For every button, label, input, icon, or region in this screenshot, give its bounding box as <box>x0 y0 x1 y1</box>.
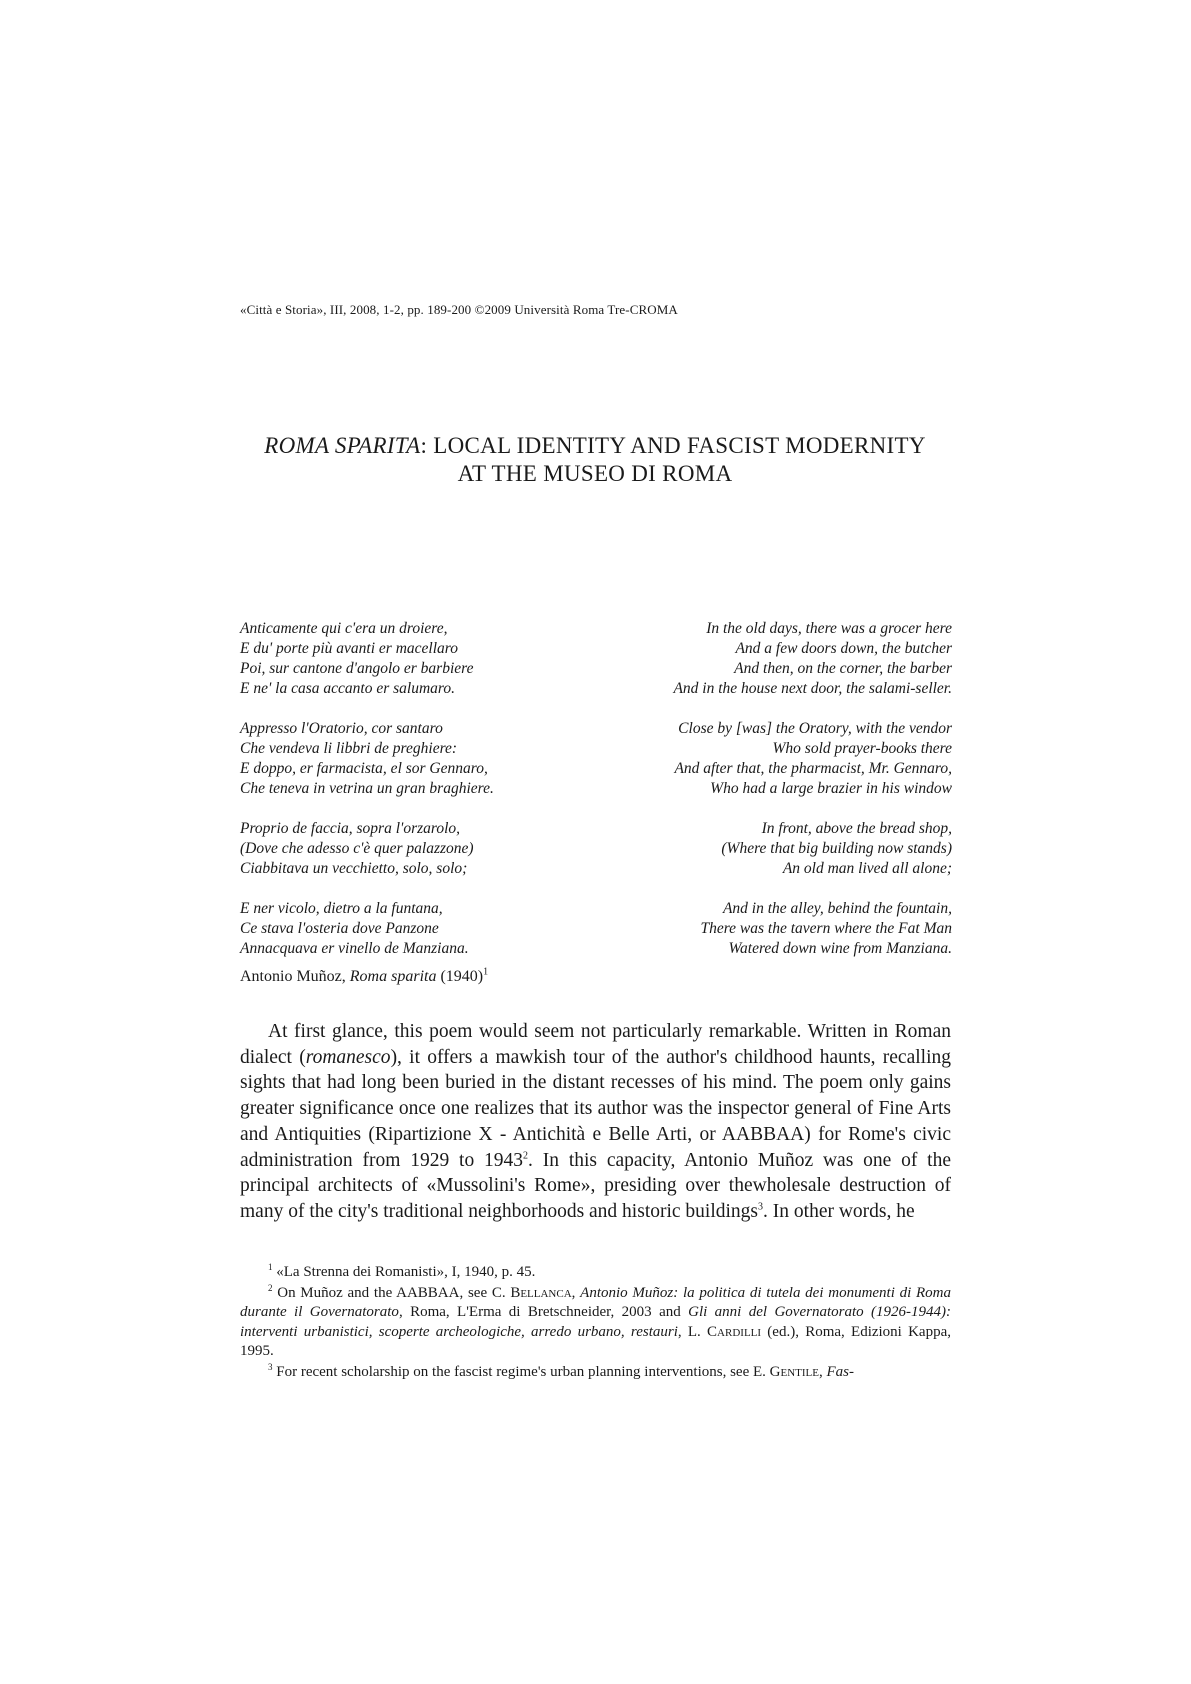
body-seg: . In this capacity, Antonio Muñoz was one of the principal architects of «Mussolini's Rome», presiding over thewholesale destruction of many of the city's traditional neighborhoods and historic buildings <box>240 1149 951 1222</box>
poem-line: Appresso l'Oratorio, cor santaro <box>240 720 443 737</box>
footnote-number: 2 <box>268 1282 273 1293</box>
poem-line: And a few doors down, the butcher <box>735 640 952 657</box>
book-title: Antonio Muñoz: la politica di tutela dei monumenti di Roma durante il Governatorato <box>240 1284 952 1320</box>
footnote-text: , <box>571 1284 581 1301</box>
poem-line: Who sold prayer-books there <box>772 740 952 757</box>
poem-line: (Where that big building now stands) <box>721 840 952 857</box>
footnote-ref-2[interactable]: 2 <box>523 1150 529 1162</box>
body-seg: ), it offers a mawkish tour of the author's childhood haunts, recalling sights that had long been buried in the distant recesses of his mind. The poem only gains greater significance once one realizes that its author was the inspector general of Fine Arts and Antiquities (Ripartizione X - Antichità e Belle Arti, or AABBAA) for Rome's civic administration from 1929 to 1943 <box>240 1046 951 1171</box>
poem-line: (Dove che adesso c'è quer palazzone) <box>240 840 474 857</box>
poem-stanza <box>240 899 952 959</box>
author-smallcaps: Cardilli <box>707 1323 762 1340</box>
poem-attribution <box>240 968 488 986</box>
footnote-3 <box>240 1363 951 1383</box>
poem-stanza <box>240 819 952 879</box>
poem-stanza <box>240 619 952 699</box>
journal-citation-header: «Città e Storia», III, 2008, 1-2, pp. 189-200 ©2009 Università Roma Tre-CROMA <box>240 302 678 317</box>
book-title: Fas- <box>826 1363 854 1380</box>
title-line-1 <box>240 432 950 460</box>
footnote-1 <box>240 1263 951 1283</box>
body-italic-term: romanesco <box>305 1046 391 1068</box>
attribution-author: Antonio Muñoz, <box>240 968 346 985</box>
poem-line: And after that, the pharmacist, Mr. Gennaro, <box>674 760 952 777</box>
poem-line: An old man lived all alone; <box>782 860 952 877</box>
footnote-number: 1 <box>268 1262 273 1272</box>
poem-english-column <box>596 719 952 799</box>
body-seg: . In other words, he <box>763 1200 915 1222</box>
poem-line: Che vendeva li libbri de preghiere: <box>240 740 458 757</box>
poem-line: Poi, sur cantone d'angolo er barbiere <box>240 660 474 677</box>
poem-stanza <box>240 719 952 799</box>
footnote-2 <box>240 1284 951 1362</box>
poem-line: E ne' la casa accanto er salumaro. <box>240 680 455 697</box>
body-seg: At first glance, this poem would seem not particularly remarkable. Written in Roman dialect ( <box>240 1021 951 1068</box>
poem-line: And in the alley, behind the fountain, <box>722 900 952 917</box>
poem-line: E ner vicolo, dietro a la funtana, <box>240 900 443 917</box>
poem-line: E doppo, er farmacista, el sor Gennaro, <box>240 760 488 777</box>
footnote-text: For recent scholarship on the fascist regime's urban planning interventions, see E. <box>276 1363 770 1380</box>
body-paragraph <box>240 1019 951 1225</box>
book-title: Gli anni del Governatorato (1926-1944): interventi urbanistici, scoperte archeologiche, arredo urbano, restauri <box>240 1304 951 1340</box>
footnote-text: On Muñoz and the AABBAA, see C. <box>277 1284 511 1301</box>
poem-italian-column <box>240 819 596 879</box>
poem-line: And then, on the corner, the barber <box>734 660 952 677</box>
footnotes <box>240 1263 951 1383</box>
title-line-2: AT THE MUSEO DI ROMA <box>457 461 733 486</box>
poem-line: Annacquava er vinello de Manziana. <box>240 940 469 957</box>
footnote-text: «La Strenna dei Romanisti», I, 1940, p. 45. <box>276 1264 536 1280</box>
poem-line: Close by [was] the Oratory, with the vendor <box>678 720 952 737</box>
author-smallcaps: Bellanca <box>510 1284 572 1301</box>
attribution-work: Roma sparita <box>349 968 437 985</box>
poem-english-column <box>596 819 952 879</box>
footnote-text: , L. <box>677 1323 708 1340</box>
attribution-year: (1940) <box>440 968 484 985</box>
poem-line: In front, above the bread shop, <box>761 820 952 837</box>
footnote-ref-1[interactable]: 1 <box>483 966 489 978</box>
poem-italian-column <box>240 619 596 699</box>
footnote-number: 3 <box>268 1361 273 1372</box>
poem-english-column <box>596 899 952 959</box>
poem-line: In the old days, there was a grocer here <box>706 620 952 637</box>
poem-line: E du' porte più avanti er macellaro <box>240 640 458 657</box>
poem-english-column <box>596 619 952 699</box>
article-title <box>240 432 950 488</box>
epigraph-poem <box>240 619 952 979</box>
poem-line: And in the house next door, the salami-seller. <box>673 680 952 697</box>
poem-italian-column <box>240 719 596 799</box>
footnote-text: (ed.), Roma, Edizioni Kappa, 1995. <box>240 1323 952 1359</box>
poem-line: There was the tavern where the Fat Man <box>700 920 952 937</box>
poem-line: Ciabbitava un vecchietto, solo, solo; <box>240 860 468 877</box>
poem-line: Proprio de faccia, sopra l'orzarolo, <box>240 820 461 837</box>
poem-line: Who had a large brazier in his window <box>710 780 952 797</box>
title-italic-part: ROMA SPARITA <box>264 433 421 458</box>
poem-line: Ce stava l'osteria dove Panzone <box>240 920 439 937</box>
author-smallcaps: Gentile <box>769 1363 819 1380</box>
footnote-text: , <box>818 1363 827 1380</box>
poem-line: Che teneva in vetrina un gran braghiere. <box>240 780 494 797</box>
title-rest: : LOCAL IDENTITY AND FASCIST MODERNITY <box>420 433 926 458</box>
poem-line: Anticamente qui c'era un droiere, <box>240 620 448 637</box>
poem-line: Watered down wine from Manziana. <box>728 940 952 957</box>
poem-italian-column <box>240 899 596 959</box>
footnote-text: , Roma, L'Erma di Bretschneider, 2003 and <box>398 1304 689 1320</box>
footnote-ref-3[interactable]: 3 <box>758 1201 764 1213</box>
